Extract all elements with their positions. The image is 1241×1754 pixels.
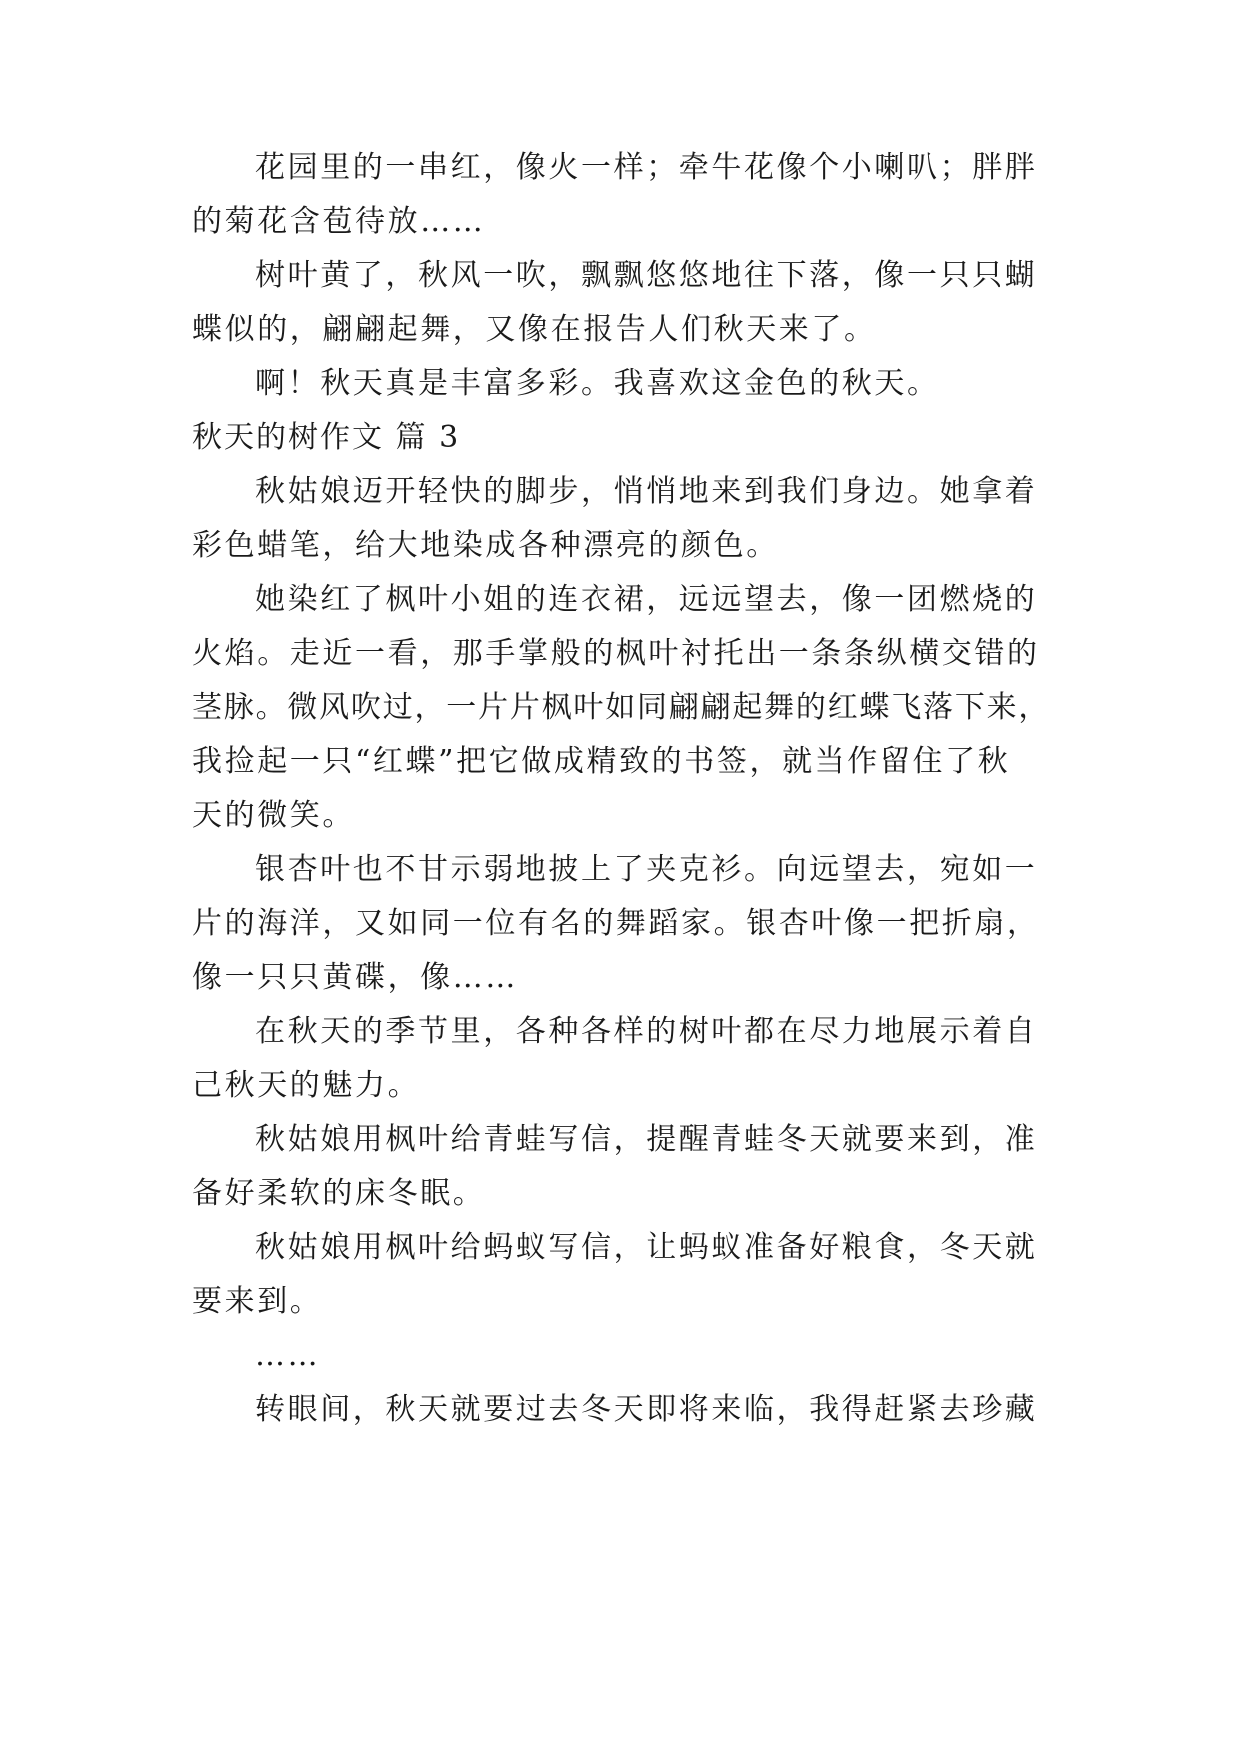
paragraph-line: 花园里的一串红，像火一样；牵牛花像个小喇叭；胖胖 <box>255 150 1038 185</box>
paragraph-line: 我捡起一只“红蝶”把它做成精致的书签，就当作留住了秋 <box>192 744 1011 779</box>
paragraph-line: 银杏叶也不甘示弱地披上了夹克衫。向远望去，宛如一 <box>255 852 1038 887</box>
paragraph-line: 秋姑娘用枫叶给蚂蚁写信，让蚂蚁准备好粮食，冬天就 <box>255 1230 1038 1265</box>
paragraph-line: 秋姑娘用枫叶给青蛙写信，提醒青蛙冬天就要来到，准 <box>255 1122 1038 1157</box>
paragraph-line: 她染红了枫叶小姐的连衣裙，远远望去，像一团燃烧的 <box>255 582 1038 617</box>
paragraph-line: 要来到。 <box>192 1284 323 1319</box>
paragraph-line: 在秋天的季节里，各种各样的树叶都在尽力地展示着自 <box>255 1014 1038 1049</box>
paragraph-line: 像一只只黄碟，像…… <box>192 960 518 995</box>
paragraph-line: 茎脉。微风吹过，一片片枫叶如同翩翩起舞的红蝶飞落下来， <box>192 690 1051 725</box>
paragraph-line: 啊！秋天真是丰富多彩。我喜欢这金色的秋天。 <box>255 366 940 401</box>
paragraph-line: 转眼间，秋天就要过去冬天即将来临，我得赶紧去珍藏 <box>255 1392 1038 1427</box>
paragraph-line: 秋姑娘迈开轻快的脚步，悄悄地来到我们身边。她拿着 <box>255 474 1038 509</box>
paragraph-line: 树叶黄了，秋风一吹，飘飘悠悠地往下落，像一只只蝴 <box>255 258 1038 293</box>
paragraph-line: 火焰。走近一看，那手掌般的枫叶衬托出一条条纵横交错的 <box>192 636 1040 671</box>
paragraph-line: 的菊花含苞待放…… <box>192 204 486 239</box>
paragraph-line: 片的海洋，又如同一位有名的舞蹈家。银杏叶像一把折扇， <box>192 906 1040 941</box>
paragraph-line: 备好柔软的床冬眠。 <box>192 1176 486 1211</box>
paragraph-line: 彩色蜡笔，给大地染成各种漂亮的颜色。 <box>192 528 779 563</box>
paragraph-line: 蝶似的，翩翩起舞，又像在报告人们秋天来了。 <box>192 312 877 347</box>
section-heading: 秋天的树作文 篇 3 <box>192 420 461 455</box>
ellipsis-line: …… <box>255 1338 321 1373</box>
paragraph-line: 己秋天的魅力。 <box>192 1068 421 1103</box>
paragraph-line: 天的微笑。 <box>192 798 355 833</box>
